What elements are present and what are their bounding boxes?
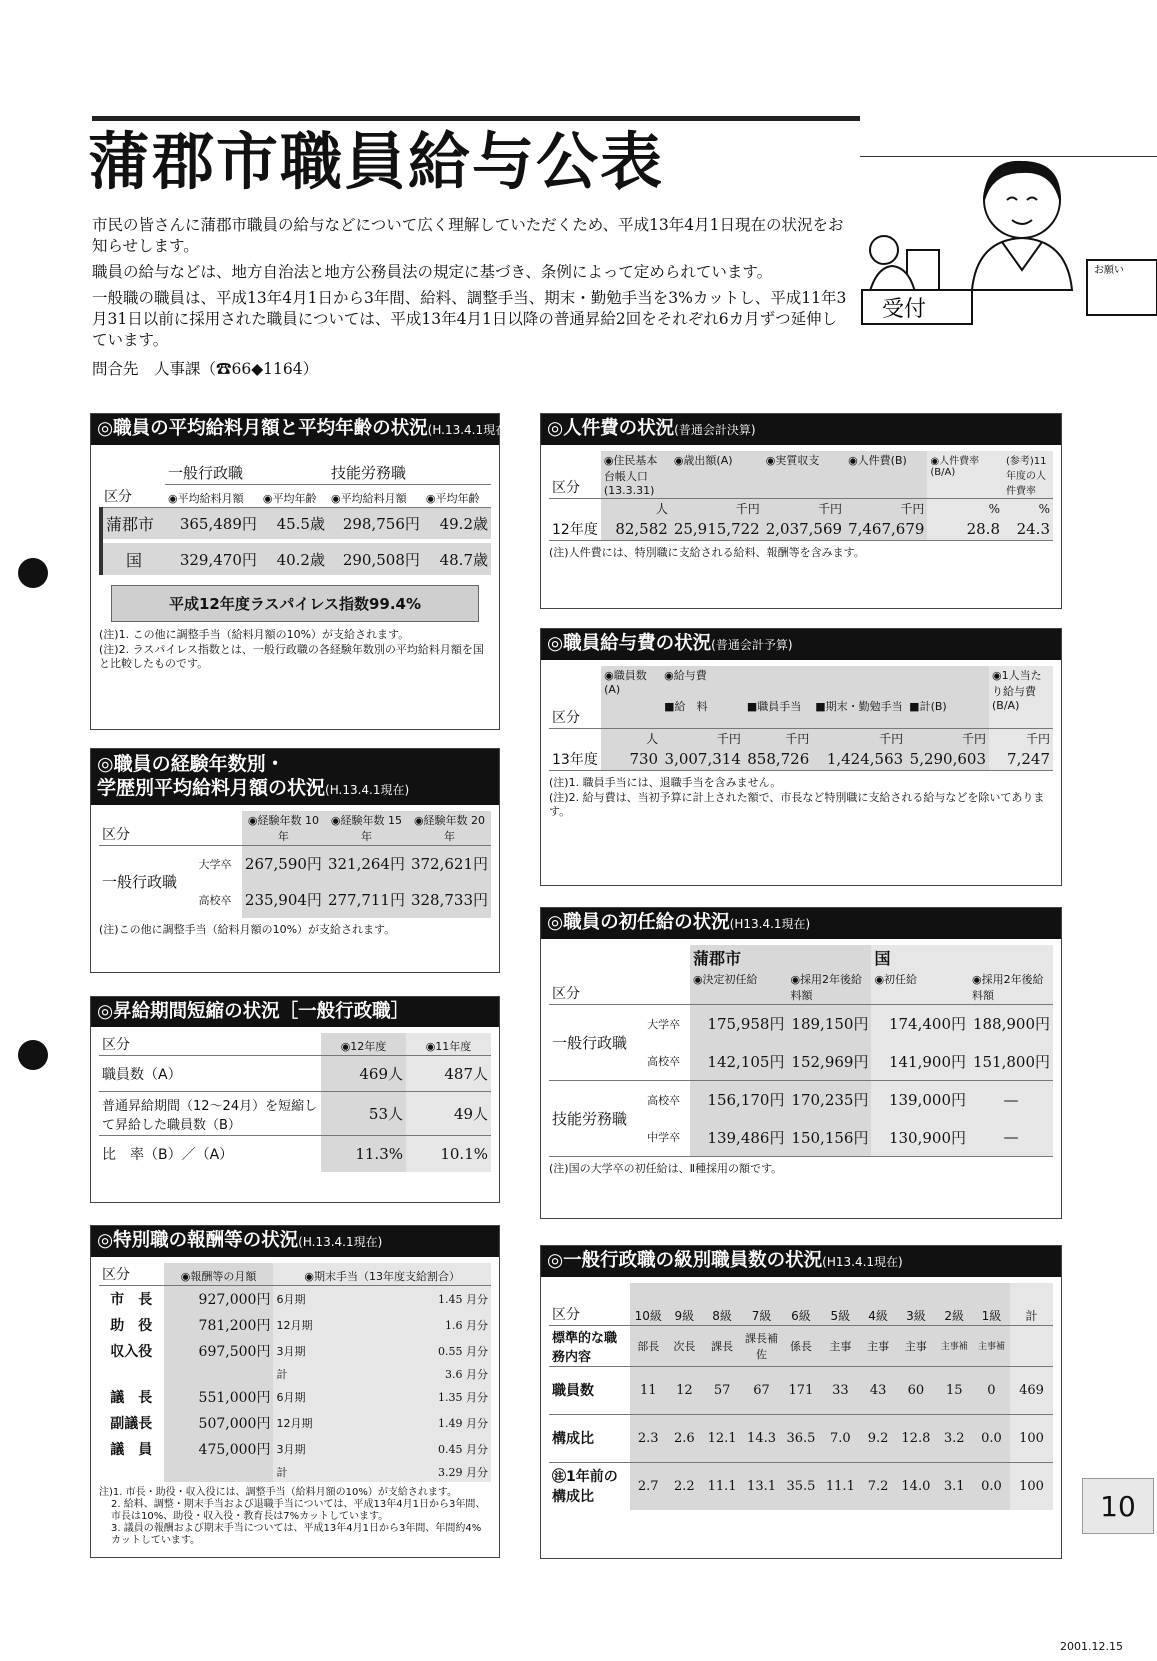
binder-hole (18, 558, 48, 588)
grade-heading: ◎一般行政職の級別職員数の状況(H13.4.1現在) (541, 1246, 1061, 1277)
page-title: 蒲郡市職員給与公表 (88, 125, 665, 198)
experience-note: (注)この他に調整手当（給料月額の10%）が支給されます。 (99, 922, 396, 936)
special-note-1: 注)1. 市長・助役・収入役には、調整手当（給料月額の10%）が支給されます。 (99, 1486, 458, 1498)
special-note-3: 3. 議員の報酬および期末手当については、平成13年4月1日から3年間、年間約4%カットしています。 (111, 1522, 482, 1546)
salary-expense-heading: ◎職員給与費の状況(普通会計予算) (541, 629, 1061, 660)
salary-expense-box (540, 628, 1062, 886)
header-rule (860, 156, 1157, 157)
contact: 問合先 人事課（☎66◆1164） (92, 360, 319, 378)
personnel-box (540, 413, 1062, 609)
card-text: お願い (1094, 265, 1124, 276)
personnel-table: 区分 ◉住民基本台帳人口(13.3.31) ◉歳出額(A) ◉実質収支 ◉人件費(B) ◉人件費率(B/A) (参考)11年度の人件費率 人 千円 千円 千円 % % 12年度 82,582 25,915,722 2,037,569 7,467,679 28.8 24.3 (549, 451, 1053, 541)
experience-table: 区分 ◉経験年数 10年 ◉経験年数 15年 ◉経験年数 20年 一般行政職 大学卒 267,590円 321,264円 372,621円 高校卒 235,904円 277,711円 328,733円 (99, 811, 491, 918)
grade-table: 区分 10級 9級 8級 7級 6級 5級 4級 3級 2級 1級 計 標準的な職務内容 部長 次長 課長 課長補佐 係長 主事 主事 主事 主事補 主事補 職員数 11 12 57 67 171 33 43 60 15 0 469 構成比 2.3 2.6 12.1 14.3 36.5 7.0 9.2 12.8 3.2 0.0 100 ㊟1年前の構成比 2.7 2.2 11.1 13.1 35.5 11.1 7.2 14.0 3.1 0.0 100 (549, 1283, 1053, 1510)
intro-para-3: 一般職の職員は、平成13年4月1日から3年間、給料、調整手当、期末・勤勉手当を3%カットし、平成11年3月31日以前に採用された職員については、平成13年4月1日以降の普通昇給2回をそれぞれ6カ月ずつ延伸しています。 (92, 289, 847, 349)
personnel-heading: ◎人件費の状況(普通会計決算) (541, 414, 1061, 445)
reception-illustration (862, 160, 1157, 340)
desk-sign: 受付 (882, 297, 927, 322)
promotion-box (90, 996, 500, 1203)
special-table: 区分 ◉報酬等の月額 ◉期末手当（13年度支給割合） 市 長 927,000円 6月期 1.45 月分 助 役 781,200円 12月期 1.6 月分 収入役 697,500円 3月期 0.55 月分 計 3.6 月分 議 長 551,000円 6月期 1.35 月分 副議長 507,000円 12月期 1.49 月分 議 員 475,000円 3月期 0.45 月分 計 3.29 月分 (99, 1263, 491, 1482)
experience-box (90, 748, 500, 973)
issue-date: 2001.12.15 (1060, 1640, 1123, 1653)
intro-para-2: 職員の給与などは、地方自治法と地方公務員法の規定に基づき、条例によって定められています。 (92, 263, 773, 281)
starting-salary-note: (注)国の大学卒の初任給は、Ⅱ種採用の額です。 (549, 1162, 783, 1175)
avg-note-2: (注)2. ラスパイレス指数とは、一般行政職の各経験年数別の平均給料月額を国と比較したものです。 (99, 643, 484, 670)
salary-expense-note-2: (注)2. 給与費は、当初予算に計上された額で、市長など特別職に支給される給与などを除いてあります。 (549, 790, 1045, 818)
avg-note-1: (注)1. この他に調整手当（給料月額の10%）が支給されます。 (99, 628, 410, 641)
starting-salary-heading: ◎職員の初任給の状況(H13.4.1現在) (541, 908, 1061, 939)
special-note-2: 2. 給料、調整・期末手当および退職手当については、平成13年4月1日から3年間、市長は10%、助役・収入役・教育長は7%カットしています。 (111, 1498, 486, 1522)
avg-salary-heading: ◎職員の平均給料月額と平均年齢の状況(H.13.4.1現在) (91, 414, 499, 445)
promotion-table: 区分 ◉12年度 ◉11年度 職員数（A） 469人 487人 普通昇給期間（12〜24月）を短縮して昇給した職員数（B） 53人 49人 比 率（B）／（A） 11.3% 10.1% (99, 1033, 491, 1172)
experience-heading: ◎職員の経験年数別・ 学歴別平均給料月額の状況(H.13.4.1現在) (91, 749, 499, 805)
avg-salary-table: 一般行政職 技能労務職 区分 ◉平均給料月額 ◉平均年齢 ◉平均給料月額 ◉平均年齢 蒲郡市 365,489円 45.5歳 298,756円 49.2歳 国 329,470円 40.2歳 290,508円 48.7歳 (99, 461, 491, 575)
page-number: 10 (1082, 1478, 1154, 1534)
salary-expense-note-1: (注)1. 職員手当には、退職手当を含みません。 (549, 775, 782, 789)
special-heading: ◎特別職の報酬等の状況(H.13.4.1現在) (91, 1226, 499, 1257)
intro (92, 215, 852, 385)
personnel-note: (注)人件費には、特別職に支給される給料、報酬等を含みます。 (549, 546, 865, 559)
avg-salary-box (90, 413, 512, 730)
special-box (90, 1225, 500, 1558)
starting-salary-box (540, 907, 1062, 1219)
title-rule (92, 116, 860, 121)
salary-expense-table: 区分 ◉職員数(A) ◉給与費 ◉1人当たり給与費(B/A) ■給 料 ■職員手当 ■期末・勤勉手当 ■計(B) 人 千円 千円 千円 千円 千円 13年度 730 3,007,314 858,726 1,424,563 5,290,603 7,247 (549, 666, 1053, 771)
intro-para-1: 市民の皆さんに蒲郡市職員の給与などについて広く理解していただくため、平成13年4月1日現在の状況をお知らせします。 (92, 216, 844, 255)
laspeyres-index: 平成12年度ラスパイレス指数99.4% (111, 585, 479, 622)
starting-salary-table: 蒲郡市 国 区分 ◉決定初任給 ◉採用2年後給料額 ◉初任給 ◉採用2年後給料額 一般行政職 大学卒 175,958円 189,150円 174,400円 188,900円 高校卒 142,105円 152,969円 141,900円 151,800円 技能労務職 高校卒 156,170円 170,235円 139,000円 — 中学卒 139,486円 150,156円 130,900円 — (549, 945, 1053, 1157)
promotion-heading: ◎昇給期間短縮の状況［一般行政職］ (91, 997, 499, 1027)
grade-box (540, 1245, 1062, 1559)
binder-hole (18, 1040, 48, 1070)
